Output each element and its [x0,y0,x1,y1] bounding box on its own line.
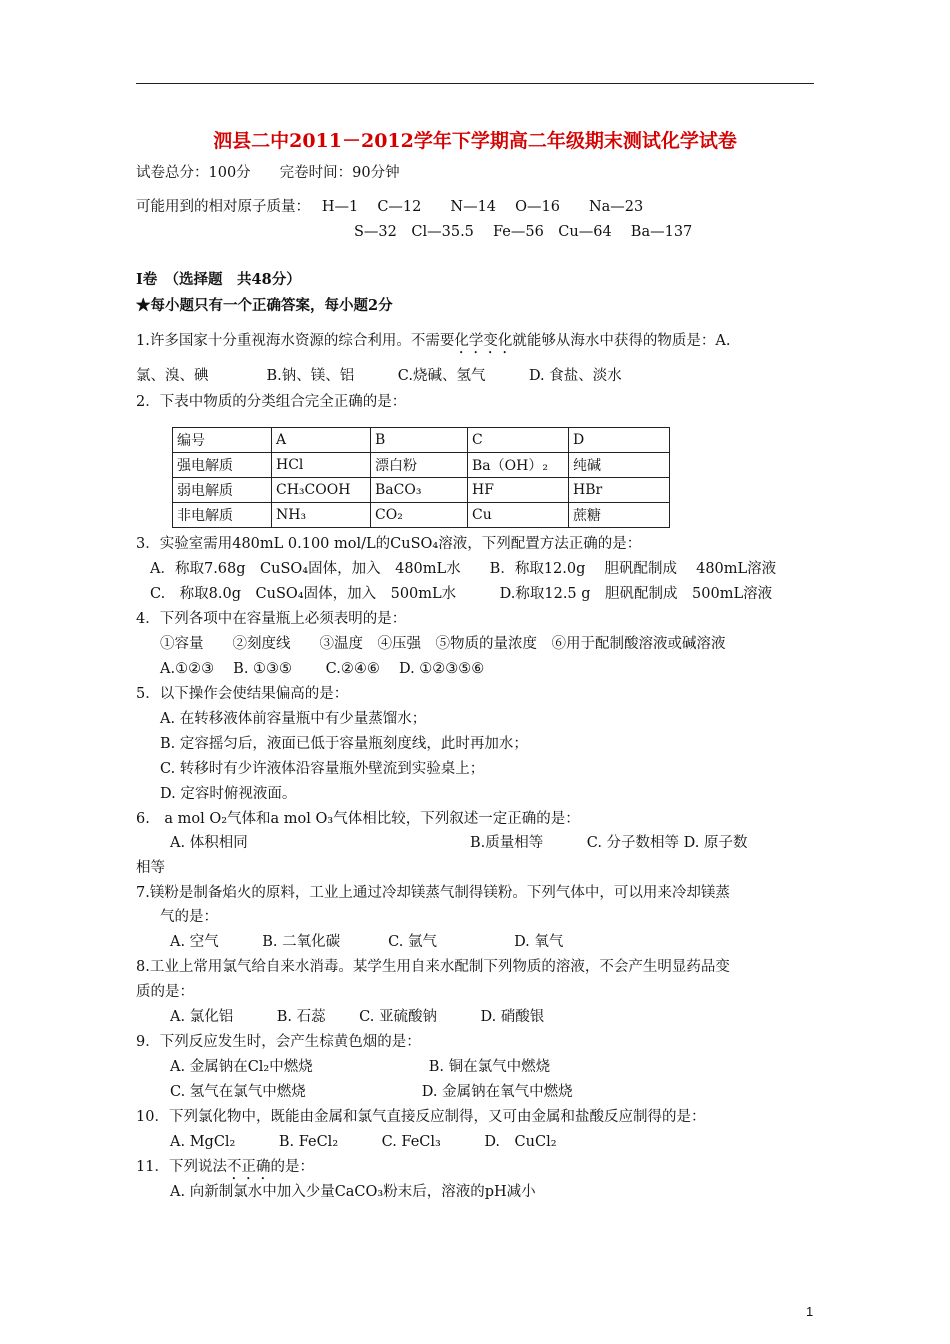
header-rule [136,83,814,84]
question-7-stem: 7.镁粉是制备焰火的原料，工业上通过冷却镁蒸气制得镁粉。下列气体中，可以用来冷却镁蒸 [136,885,730,901]
question-9-stem: 9．下列反应发生时，会产生棕黄色烟的是： [136,1034,421,1050]
table-cell: A [272,428,371,453]
table-row [173,478,670,503]
question-5-option-c: C. 转移时有少许液体沿容量瓶外壁流到实验桌上； [160,761,485,777]
table-cell: HCl [272,453,371,478]
q1-stem-post: 就能够从海水中获得的物质是：A. [512,333,731,349]
section-instruction: ★每小题只有一个正确答案，每小题2分 [136,297,393,314]
question-6-stem: 6. a mol O₂气体和a mol O₃气体相比较，下列叙述一定正确的是： [136,811,580,827]
question-6-continuation: 相等 [136,860,165,876]
question-1-stem [136,331,730,357]
table-cell: 非电解质 [173,503,272,528]
question-1-options: 氯、溴、碘 B.钠、镁、铝 C.烧碱、氢气 D. 食盐、淡水 [136,368,622,384]
question-9-options-cd: C. 氢气在氯气中燃烧 D. 金属钠在氧气中燃烧 [170,1084,573,1100]
question-5-option-b: B. 定容摇匀后，液面已低于容量瓶刻度线，此时再加水； [160,736,528,752]
question-8-stem: 8.工业上常用氯气给自来水消毒。某学生用自来水配制下列物质的溶液，不会产生明显药品变 [136,959,730,975]
question-7-stem-cont: 气的是： [160,909,218,925]
question-5-stem: 5．以下操作会使结果偏高的是： [136,686,349,702]
table-cell: BaCO₃ [371,478,468,503]
atomic-mass-line-2: S—32 Cl—35.5 Fe—56 Cu—64 Ba—137 [354,224,693,240]
table-cell: 弱电解质 [173,478,272,503]
table-cell: C [468,428,569,453]
table-cell: NH₃ [272,503,371,528]
question-11-stem [136,1157,314,1183]
question-4-stem: 4．下列各项中在容量瓶上必须表明的是： [136,611,407,627]
table-cell: HF [468,478,569,503]
table-header-row [173,428,670,453]
table-cell: HBr [569,478,670,503]
question-9-options-ab: A. 金属钠在Cl₂中燃烧 B. 铜在氯气中燃烧 [170,1059,551,1075]
question-4-options: A.①②③ B. ①③⑤ C.②④⑥ D. ①②③⑤⑥ [160,661,485,677]
q11-stem-pre: 11．下列说法 [136,1159,227,1175]
exam-info-line: 试卷总分：100分 完卷时间：90分钟 [136,165,400,181]
classification-table [172,427,670,528]
question-8-options: A. 氯化铝 B. 石蕊 C. 亚硫酸钠 D. 硝酸银 [170,1009,545,1025]
section-heading: Ⅰ卷 （选择题 共48分） [136,271,301,288]
question-5-option-d: D. 定容时俯视液面。 [160,786,297,802]
table-cell: 蔗糖 [569,503,670,528]
question-3-options-ab: A．称取7.68g CuSO₄固体，加入 480mL水 B．称取12.0g 胆矾配制成 480mL溶液 [150,561,777,577]
table-row [173,503,670,528]
table-cell: Cu [468,503,569,528]
table-cell: B [371,428,468,453]
question-6-option-a: A. 体积相同 [170,835,248,851]
table-cell: Ba（OH）₂ [468,453,569,478]
atomic-mass-line: 可能用到的相对原子质量： H—1 C—12 N—14 O—16 Na—23 [136,199,644,215]
question-4-items: ①容量 ②刻度线 ③温度 ④压强 ⑤物质的量浓度 ⑥用于配制酸溶液或碱溶液 [160,636,726,652]
question-3-options-cd: C. 称取8.0g CuSO₄固体，加入 500mL水 D.称取12.5 g 胆矾配制成 500mL溶液 [150,586,773,602]
question-6-options-bcd: B.质量相等 C. 分子数相等 D. 原子数 [470,835,748,851]
q1-emphasis: 化学变化 [454,333,513,349]
question-5-option-a: A. 在转移液体前容量瓶中有少量蒸馏水； [160,711,427,727]
question-7-options: A. 空气 B. 二氧化碳 C. 氩气 D. 氧气 [170,934,564,950]
question-11-option-a: A. 向新制氯水中加入少量CaCO₃粉末后，溶液的pH减小 [170,1184,536,1200]
q1-stem-pre: 1.许多国家十分重视海水资源的综合利用。不需要 [136,333,455,349]
question-8-stem-cont: 质的是： [136,984,194,1000]
q11-stem-post: 的是： [270,1159,314,1175]
question-10-stem: 10．下列氯化物中，既能由金属和氯气直接反应制得，又可由金属和盐酸反应制得的是： [136,1109,706,1125]
exam-title: 泗县二中2011－2012学年下学期高二年级期末测试化学试卷 [213,130,737,152]
question-2-stem: 2．下表中物质的分类组合完全正确的是： [136,394,407,410]
table-cell: 编号 [173,428,272,453]
table-cell: 漂白粉 [371,453,468,478]
question-3-stem: 3．实验室需用480mL 0.100 mol/L的CuSO₄溶液，下列配置方法正确的是： [136,536,642,552]
table-row [173,453,670,478]
question-10-options: A. MgCl₂ B. FeCl₂ C. FeCl₃ D. CuCl₂ [170,1134,557,1150]
page-number: 1 [806,1304,814,1319]
table-cell: CO₂ [371,503,468,528]
table-cell: 强电解质 [173,453,272,478]
table-cell: D [569,428,670,453]
q11-emphasis: 不正确 [226,1159,271,1175]
table-cell: 纯碱 [569,453,670,478]
table-cell: CH₃COOH [272,478,371,503]
